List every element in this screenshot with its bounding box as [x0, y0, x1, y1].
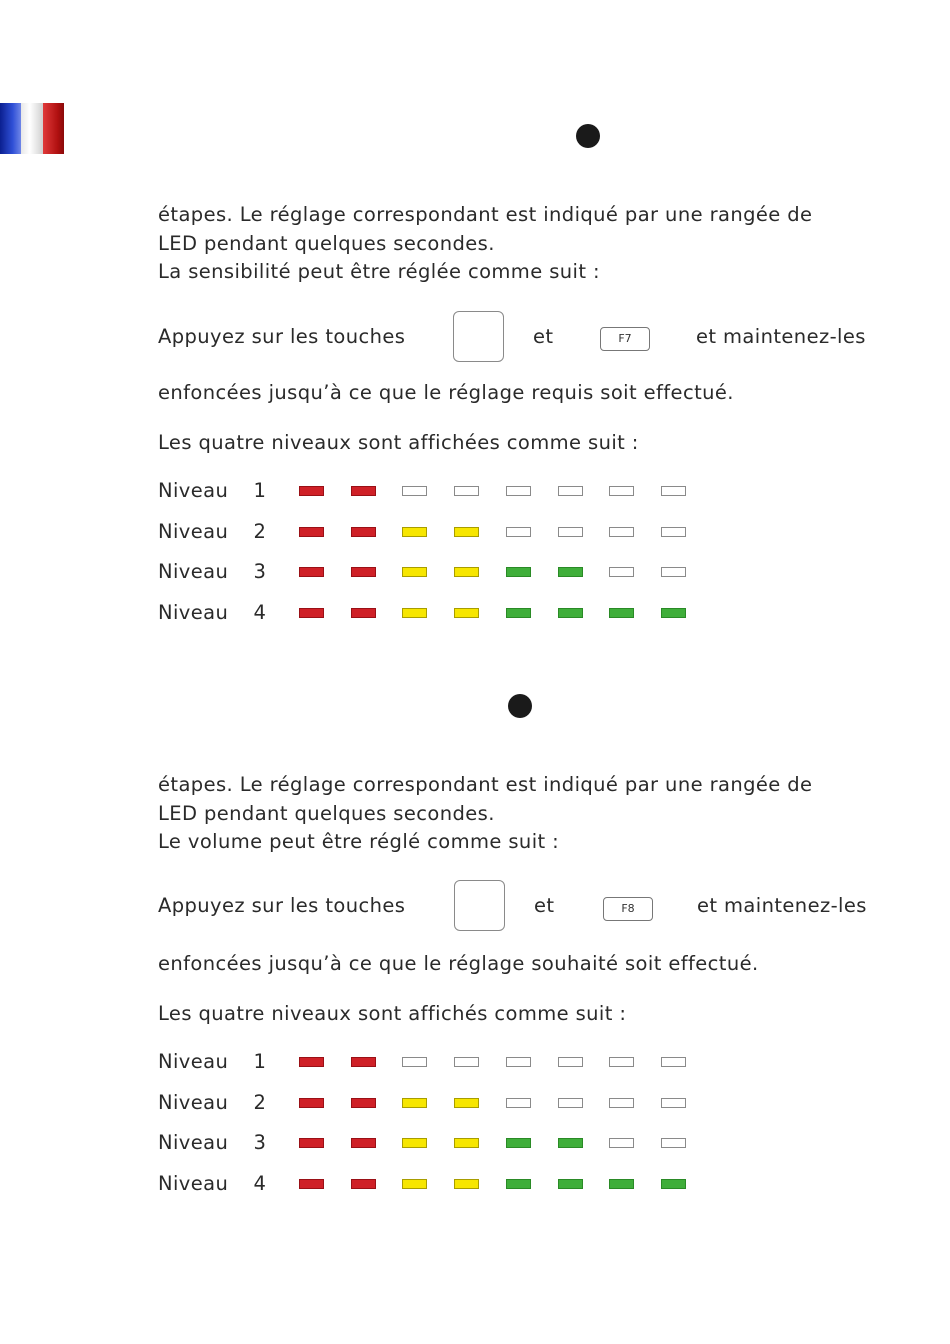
led-indicator-red — [351, 1179, 376, 1189]
led-indicator-red — [299, 1179, 324, 1189]
led-indicator-off — [661, 1057, 686, 1067]
led-indicator-yellow — [402, 1179, 427, 1189]
led-indicator-yellow — [402, 1138, 427, 1148]
led-indicator-yellow — [402, 1098, 427, 1108]
and-text: et — [534, 894, 555, 917]
led-indicator-off — [558, 1098, 583, 1108]
press-keys-text: Appuyez sur les touches — [158, 894, 406, 917]
blank-key-icon — [454, 880, 505, 931]
intro-line-3: Le volume peut être réglé comme suit : — [158, 830, 560, 853]
led-indicator-yellow — [402, 608, 427, 618]
led-indicator-red — [299, 608, 324, 618]
led-indicator-off — [661, 1098, 686, 1108]
led-indicator-yellow — [402, 527, 427, 537]
led-indicator-off — [661, 1138, 686, 1148]
led-indicator-red — [299, 527, 324, 537]
level-label: Niveau 2 — [158, 519, 267, 543]
level-label: Niveau 3 — [158, 1131, 267, 1155]
led-indicator-off — [506, 486, 531, 496]
led-indicator-yellow — [454, 1098, 479, 1108]
levels-intro: Les quatre niveaux sont affichées comme suit : — [158, 431, 639, 454]
led-indicator-off — [558, 527, 583, 537]
led-indicator-off — [506, 1098, 531, 1108]
intro-line-3: La sensibilité peut être réglée comme suit : — [158, 260, 600, 283]
led-indicator-yellow — [454, 608, 479, 618]
led-indicator-red — [351, 1057, 376, 1067]
led-indicator-green — [506, 1179, 531, 1189]
f8-key-icon: F8 — [603, 897, 653, 921]
led-indicator-off — [558, 486, 583, 496]
intro-line-1: étapes. Le réglage correspondant est indiqué par une rangée de — [158, 773, 813, 796]
level-label: Niveau 2 — [158, 1090, 267, 1114]
led-indicator-yellow — [454, 527, 479, 537]
led-indicator-green — [661, 608, 686, 618]
intro-line-1: étapes. Le réglage correspondant est indiqué par une rangée de — [158, 203, 813, 226]
led-indicator-red — [351, 608, 376, 618]
level-label: Niveau 4 — [158, 1172, 267, 1196]
until-text: enfoncées jusqu’à ce que le réglage souhaité soit effectué. — [158, 952, 759, 975]
led-indicator-red — [351, 486, 376, 496]
led-indicator-yellow — [454, 567, 479, 577]
led-indicator-off — [661, 486, 686, 496]
blank-key-icon — [453, 311, 504, 362]
section-bullet-icon — [508, 694, 532, 718]
led-indicator-red — [299, 1057, 324, 1067]
led-indicator-red — [299, 1138, 324, 1148]
led-indicator-red — [351, 1138, 376, 1148]
led-indicator-red — [299, 1098, 324, 1108]
led-indicator-yellow — [402, 567, 427, 577]
until-text: enfoncées jusqu’à ce que le réglage requis soit effectué. — [158, 381, 734, 404]
intro-line-2: LED pendant quelques secondes. — [158, 232, 495, 255]
led-indicator-green — [609, 1179, 634, 1189]
led-indicator-off — [609, 486, 634, 496]
level-label: Niveau 1 — [158, 479, 267, 502]
levels-intro: Les quatre niveaux sont affichés comme suit : — [158, 1002, 627, 1025]
and-text: et — [533, 325, 554, 348]
led-indicator-off — [402, 486, 427, 496]
led-indicator-off — [558, 1057, 583, 1067]
hold-text: et maintenez-les — [697, 894, 867, 917]
led-indicator-red — [351, 527, 376, 537]
section-bullet-icon — [576, 124, 600, 148]
french-flag-icon — [0, 103, 64, 154]
led-indicator-green — [609, 608, 634, 618]
led-indicator-off — [609, 1098, 634, 1108]
level-label: Niveau 1 — [158, 1050, 267, 1073]
led-indicator-yellow — [454, 1179, 479, 1189]
led-indicator-off — [609, 567, 634, 577]
led-indicator-green — [506, 608, 531, 618]
led-indicator-off — [454, 1057, 479, 1067]
led-indicator-green — [506, 1138, 531, 1148]
led-indicator-off — [506, 527, 531, 537]
led-indicator-red — [351, 1098, 376, 1108]
hold-text: et maintenez-les — [696, 325, 866, 348]
led-indicator-off — [661, 567, 686, 577]
led-indicator-green — [558, 1179, 583, 1189]
led-indicator-green — [558, 608, 583, 618]
led-indicator-red — [299, 486, 324, 496]
led-indicator-off — [609, 527, 634, 537]
led-indicator-green — [558, 567, 583, 577]
level-label: Niveau 3 — [158, 560, 267, 584]
led-indicator-off — [609, 1138, 634, 1148]
intro-line-2: LED pendant quelques secondes. — [158, 802, 495, 825]
f7-key-icon: F7 — [600, 327, 650, 351]
led-indicator-off — [402, 1057, 427, 1067]
led-indicator-green — [558, 1138, 583, 1148]
led-indicator-green — [661, 1179, 686, 1189]
led-indicator-off — [506, 1057, 531, 1067]
press-keys-text: Appuyez sur les touches — [158, 325, 406, 348]
led-indicator-green — [506, 567, 531, 577]
led-indicator-off — [609, 1057, 634, 1067]
led-indicator-yellow — [454, 1138, 479, 1148]
led-indicator-red — [351, 567, 376, 577]
led-indicator-red — [299, 567, 324, 577]
level-label: Niveau 4 — [158, 601, 267, 625]
led-indicator-off — [661, 527, 686, 537]
led-indicator-off — [454, 486, 479, 496]
